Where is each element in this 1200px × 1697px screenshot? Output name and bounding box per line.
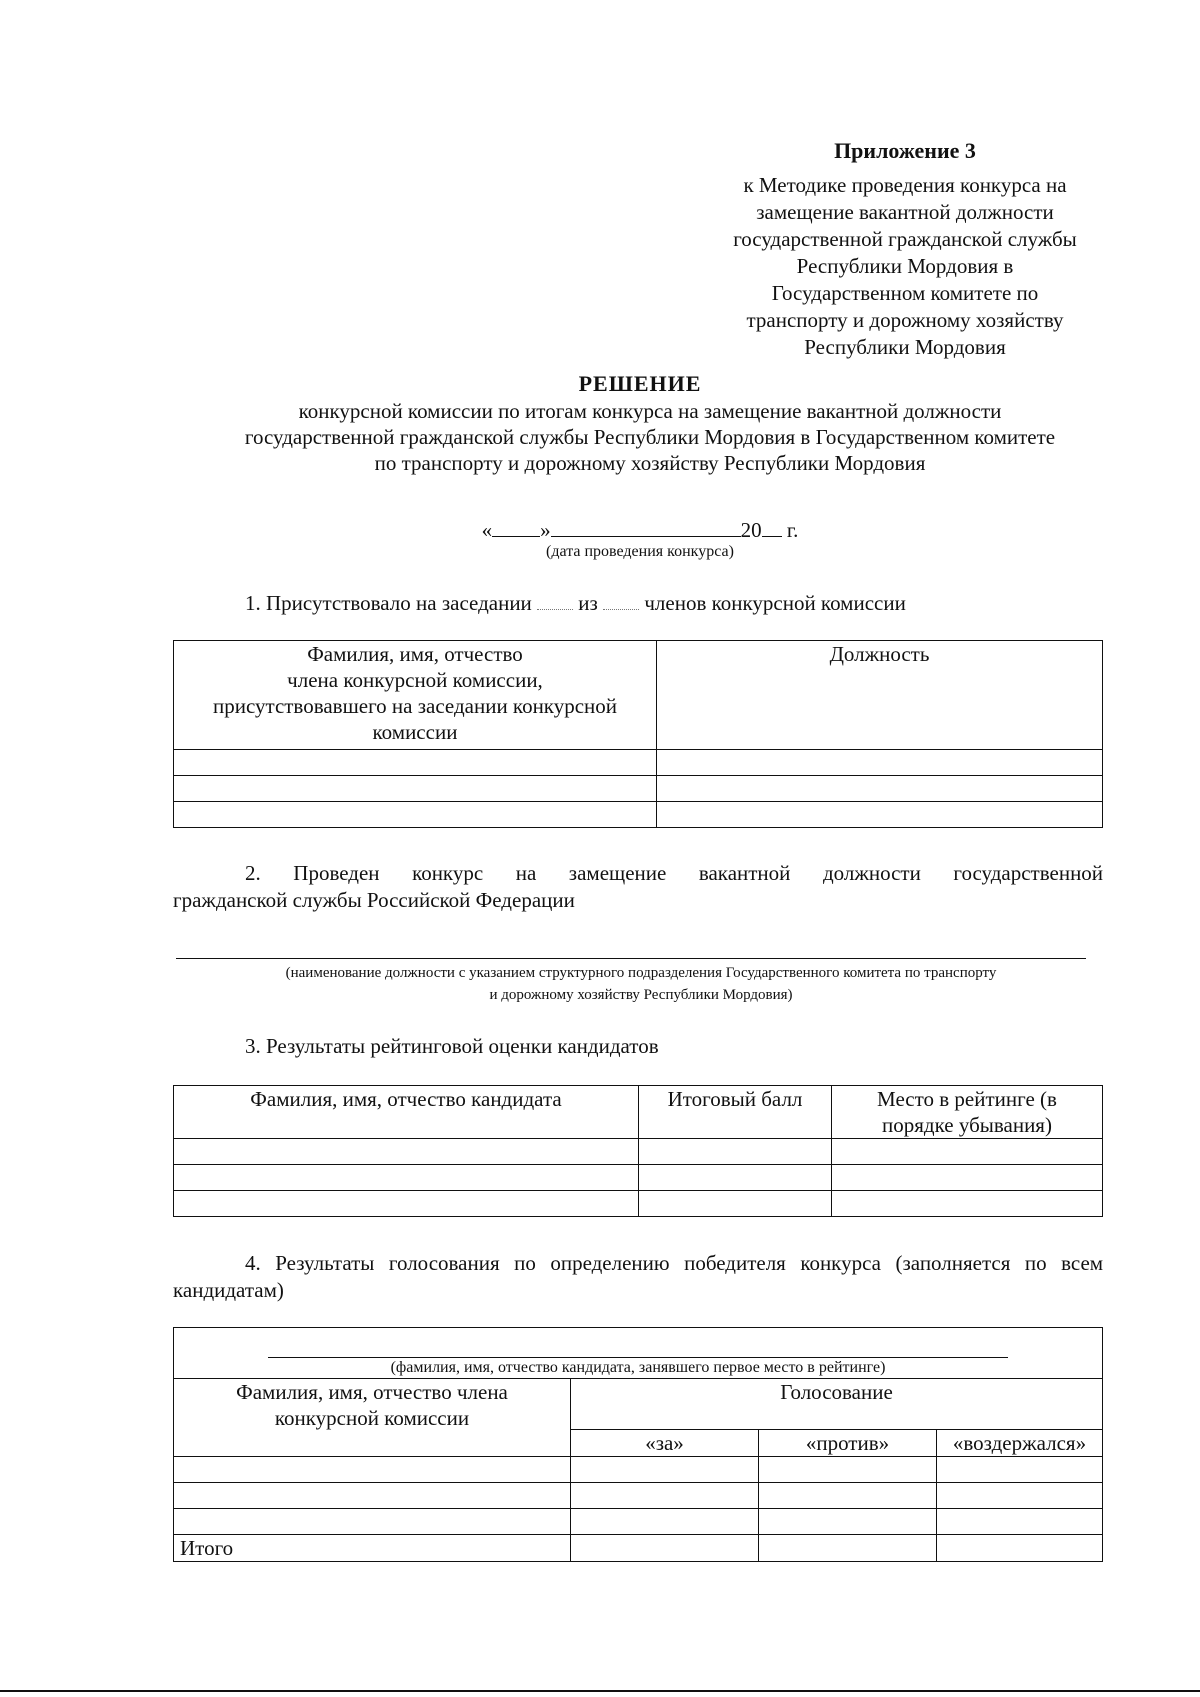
decision-title: РЕШЕНИЕ bbox=[578, 371, 702, 396]
word: конкурс bbox=[412, 861, 484, 885]
table-cell[interactable] bbox=[174, 1139, 639, 1165]
appendix-line: к Методике проведения конкурса на bbox=[743, 173, 1067, 197]
table-cell[interactable] bbox=[937, 1483, 1103, 1509]
table-cell[interactable] bbox=[174, 750, 657, 776]
section2-text bbox=[173, 860, 1103, 914]
section4-line2: кандидатам) bbox=[173, 1278, 284, 1302]
table-header-row bbox=[174, 641, 1103, 750]
place-header bbox=[832, 1086, 1103, 1139]
appendix-line: Республики Мордовия bbox=[804, 335, 1006, 359]
table-header-row bbox=[174, 1086, 1103, 1139]
header-line: Фамилия, имя, отчество bbox=[307, 642, 523, 666]
appendix-line: Республики Мордовия в bbox=[796, 254, 1014, 278]
caption-line: (наименование должности с указанием структурного подразделения Государственного комитета по транспорту bbox=[285, 965, 997, 981]
table-row bbox=[174, 1483, 1103, 1509]
table-cell[interactable] bbox=[174, 776, 657, 802]
word: замещение bbox=[568, 861, 667, 885]
date-year-prefix: 20 bbox=[740, 518, 762, 542]
page-bottom-rule bbox=[0, 1690, 1200, 1692]
table-cell[interactable] bbox=[759, 1457, 937, 1483]
candidate-row bbox=[174, 1328, 1103, 1379]
table-cell[interactable] bbox=[571, 1509, 759, 1535]
table-header-row bbox=[174, 1379, 1103, 1430]
word: (заполняется bbox=[895, 1251, 1011, 1275]
vote-for-header: «за» bbox=[571, 1430, 759, 1457]
header-line: порядке убывания) bbox=[882, 1113, 1052, 1137]
appendix-line: Государственном комитете по bbox=[771, 281, 1039, 305]
member-name-header bbox=[174, 641, 657, 750]
table-cell[interactable] bbox=[832, 1165, 1103, 1191]
member-position-header: Должность bbox=[657, 641, 1103, 750]
table-cell[interactable] bbox=[174, 1165, 639, 1191]
word: на bbox=[515, 861, 537, 885]
word: 4. Результаты bbox=[245, 1251, 375, 1275]
table-cell[interactable] bbox=[759, 1509, 937, 1535]
word: победителя bbox=[684, 1251, 786, 1275]
table-cell[interactable] bbox=[937, 1535, 1103, 1562]
table-cell[interactable] bbox=[174, 1457, 571, 1483]
table-cell[interactable] bbox=[571, 1483, 759, 1509]
voting-table bbox=[173, 1327, 1103, 1562]
appendix-line: государственной гражданской службы bbox=[733, 227, 1077, 251]
header-line: Место в рейтинге (в bbox=[877, 1087, 1057, 1111]
appendix-line: замещение вакантной должности bbox=[756, 200, 1054, 224]
appendix-line: транспорту и дорожному хозяйству bbox=[746, 308, 1064, 332]
total-label: Итого bbox=[174, 1535, 571, 1562]
table-cell[interactable] bbox=[639, 1165, 832, 1191]
decision-subtitle-line: по транспорту и дорожному хозяйству Республики Мордовия bbox=[374, 451, 926, 475]
date-month-blank[interactable] bbox=[551, 518, 741, 537]
section1-text-end: членов конкурсной комиссии bbox=[644, 591, 906, 615]
members-present-table bbox=[173, 640, 1103, 828]
winner-candidate-cell[interactable] bbox=[174, 1328, 1103, 1379]
total-row bbox=[174, 1535, 1103, 1562]
section2-line1 bbox=[173, 860, 1103, 887]
date-open-quote: « bbox=[481, 518, 493, 542]
table-cell[interactable] bbox=[759, 1483, 937, 1509]
table-row bbox=[174, 1139, 1103, 1165]
table-cell[interactable] bbox=[832, 1139, 1103, 1165]
section4-line1 bbox=[173, 1250, 1103, 1277]
table-row bbox=[174, 1457, 1103, 1483]
score-header: Итоговый балл bbox=[639, 1086, 832, 1139]
table-cell[interactable] bbox=[174, 1509, 571, 1535]
header-line: Фамилия, имя, отчество члена bbox=[236, 1380, 508, 1404]
position-caption bbox=[176, 962, 1106, 1006]
decision-subtitle bbox=[170, 398, 1130, 476]
word: государственной bbox=[953, 861, 1104, 885]
section1-text-start: 1. Присутствовало на заседании bbox=[245, 591, 532, 615]
position-name-blank[interactable] bbox=[176, 958, 1086, 959]
header-line: комиссии bbox=[372, 720, 458, 744]
table-cell[interactable] bbox=[657, 802, 1103, 828]
section2-line2: гражданской службы Российской Федерации bbox=[173, 888, 575, 912]
date-close-quote: » bbox=[540, 518, 551, 542]
appendix-header bbox=[700, 137, 1110, 361]
table-row bbox=[174, 1165, 1103, 1191]
table-cell[interactable] bbox=[571, 1457, 759, 1483]
date-year-suffix: г. bbox=[786, 518, 799, 542]
table-cell[interactable] bbox=[639, 1191, 832, 1217]
word: 2. Проведен bbox=[245, 861, 380, 885]
decision-subtitle-line: государственной гражданской службы Республики Мордовия в Государственном комитете bbox=[244, 425, 1056, 449]
word: всем bbox=[1061, 1251, 1104, 1275]
rating-table bbox=[173, 1085, 1103, 1217]
table-cell[interactable] bbox=[657, 776, 1103, 802]
table-cell[interactable] bbox=[571, 1535, 759, 1562]
section1-text-mid: из bbox=[578, 591, 598, 615]
section4-text bbox=[173, 1250, 1103, 1304]
table-cell[interactable] bbox=[174, 1483, 571, 1509]
word: голосования bbox=[388, 1251, 500, 1275]
table-row bbox=[174, 750, 1103, 776]
vote-against-header: «против» bbox=[759, 1430, 937, 1457]
table-cell[interactable] bbox=[639, 1139, 832, 1165]
table-row bbox=[174, 1191, 1103, 1217]
section1-text bbox=[245, 590, 906, 617]
table-cell[interactable] bbox=[657, 750, 1103, 776]
table-cell[interactable] bbox=[937, 1509, 1103, 1535]
section3-text: 3. Результаты рейтинговой оценки кандидатов bbox=[245, 1034, 659, 1058]
word: вакантной bbox=[698, 861, 791, 885]
present-count-blank[interactable] bbox=[537, 591, 573, 610]
total-count-blank[interactable] bbox=[603, 591, 639, 610]
word: определению bbox=[550, 1251, 670, 1275]
word: по bbox=[1024, 1251, 1047, 1275]
word: должности bbox=[822, 861, 921, 885]
table-cell[interactable] bbox=[832, 1191, 1103, 1217]
table-row bbox=[174, 776, 1103, 802]
candidate-name-header: Фамилия, имя, отчество кандидата bbox=[174, 1086, 639, 1139]
caption-line: и дорожному хозяйству Республики Мордовия) bbox=[489, 987, 793, 1003]
table-cell[interactable] bbox=[174, 802, 657, 828]
date-line bbox=[0, 518, 1200, 543]
table-row bbox=[174, 802, 1103, 828]
table-cell[interactable] bbox=[937, 1457, 1103, 1483]
word: по bbox=[514, 1251, 536, 1275]
vote-abstain-header: «воздержался» bbox=[937, 1430, 1103, 1457]
header-line: присутствовавшего на заседании конкурсной bbox=[212, 694, 618, 718]
header-line: конкурсной комиссии bbox=[274, 1406, 470, 1430]
decision-subtitle-line: конкурсной комиссии по итогам конкурса на замещение вакантной должности bbox=[298, 399, 1002, 423]
appendix-title: Приложение 3 bbox=[834, 138, 976, 163]
member-name-header bbox=[174, 1379, 571, 1457]
voting-header: Голосование bbox=[571, 1379, 1103, 1430]
candidate-caption: (фамилия, имя, отчество кандидата, занявшего первое место в рейтинге) bbox=[390, 1359, 886, 1376]
date-year-blank[interactable] bbox=[762, 518, 782, 537]
table-cell[interactable] bbox=[174, 1191, 639, 1217]
word: конкурса bbox=[800, 1251, 881, 1275]
header-line: члена конкурсной комиссии, bbox=[287, 668, 543, 692]
date-caption: (дата проведения конкурса) bbox=[546, 543, 734, 560]
table-row bbox=[174, 1509, 1103, 1535]
date-day-blank[interactable] bbox=[492, 518, 540, 537]
table-cell[interactable] bbox=[759, 1535, 937, 1562]
